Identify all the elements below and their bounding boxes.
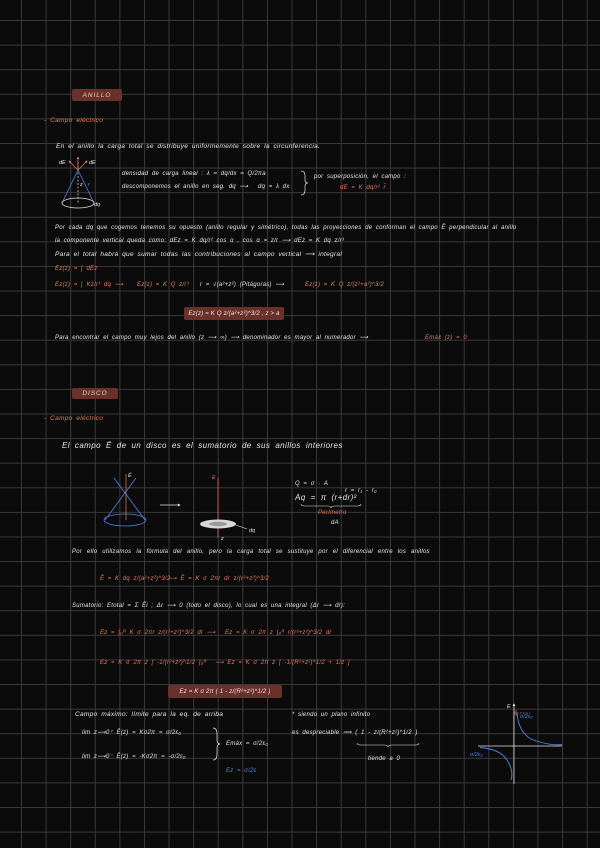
ring-label-dq: dq: [94, 202, 101, 208]
disk-shape-inner: [209, 522, 227, 526]
eq-integral-2: Ez = K σ 2π z ∫₀ᴿ r/(r²+z²)^3/2 dr: [225, 630, 332, 636]
eq-integral: Ez(z) = ∫ dEz: [55, 266, 98, 272]
disco-result: Ez = K σ 2π ( 1 - z/(R²+z²)^1/2 ): [179, 688, 271, 695]
eq-step-3: r = √(a²+z²) (Pitágoras) ⟶: [200, 282, 285, 288]
por-ello-line: Por ello utilizamos la fórmula del anillo, pero la carga total se sustituye por el diferencial entre los anillos: [72, 549, 430, 555]
disco-intro: El campo Ē de un disco es el sumatorio de sus anillos interiores: [62, 441, 343, 450]
graph-label-top: σ/2ε₀: [520, 714, 533, 720]
limit-negative: lim z⟶0⁻ Ē(z) = -Kσ2π = -σ/2ε₀: [82, 754, 186, 760]
ring-label-dE-right: dE: [89, 160, 96, 166]
disco-title-box: [72, 388, 118, 399]
dE-formula: dE = K dq/r² r̂: [340, 185, 386, 191]
area-formula: Aq = π (r+dr)²: [295, 493, 357, 502]
eq-step-1: Ez(z) = ∫ Kz/r³ dq ⟶: [55, 282, 124, 288]
eq-integral-1: Ez = ∫₀ᴿ K σ 2πr z/(r²+z²)^3/2 dr ⟶: [100, 630, 216, 636]
anillo-result: Ez(z) = K Q z/(a²+z²)^3/2 , z > a: [188, 310, 280, 317]
ring-diagram: [56, 156, 108, 214]
disco-subtitle: - Campo eléctrico: [44, 415, 104, 422]
plano-line: * siendo un plano infinito: [292, 712, 371, 718]
brace-limits: [212, 727, 220, 761]
brace-superposicion: [300, 170, 308, 196]
disk-cone-line-left: [114, 478, 145, 520]
maximo-line: Campo máximo: límite para la eq. de arriba: [75, 711, 224, 718]
disk-dq-pointer: [236, 525, 247, 529]
field-graph: [470, 700, 570, 788]
componente-line: la componente vertical queda como: dEz = K dq/r² cos α , cos α = z/r ⟶ dEz = K dq z/r³: [55, 238, 345, 244]
limit-positive: lim z⟶0⁺ Ē(z) = Kσ2π = σ/2ε₀: [82, 730, 182, 736]
dq-lambda-formula: dq = λ dx: [258, 184, 290, 190]
anillo-subtitle: - Campo eléctrico: [44, 117, 104, 124]
lejos-line: Para encontrar el campo muy lejos del anillo (z ⟶ ∞) ⟶ denominador es mayor al numerador ⟶: [55, 335, 369, 341]
eq-step-4: Ez(z) = K Q z/(z²+a²)^3/2: [305, 282, 385, 288]
descomponemos-line: descomponemos el anillo en seg. dq ⟶: [122, 184, 249, 190]
disk-side-label-dq: dq: [249, 528, 256, 534]
perimetro-label: Perímetro: [318, 510, 347, 516]
densidad-line: densidad de carga lineal : λ = dq/dx = Q/2πa: [122, 171, 266, 177]
ring-label-z: z: [80, 182, 83, 188]
disk-side-diagram: [195, 474, 267, 546]
carga-formula: Q = σ · A: [295, 481, 329, 487]
area-underbrace: [300, 503, 362, 509]
superposicion-line: por superposición, el campo :: [314, 174, 407, 180]
eq-anillo: Ē = K dq z/(a²+z²)^3/2: [100, 576, 171, 582]
emax-formula: Emáx = σ/2ε₀: [226, 741, 269, 747]
eq-solution-1: Ez = K σ 2π z [ -1/(r²+z²)^1/2 ]₀ᴿ: [100, 660, 207, 666]
dA-label: dA: [331, 520, 339, 526]
ez-formula: Ez = σ/2ε: [226, 768, 257, 774]
proyecciones-line: Por cada dq que cogemos tenemos su opuesto (anillo regular y simétrico), todas las proyecciones de conforman el campo Ē perpendicular al anillo: [55, 225, 517, 231]
tiende-line: tiende a 0: [368, 756, 401, 762]
disco-result-box: [168, 685, 282, 698]
disk-side-label-E: E: [212, 475, 216, 481]
dE-vector-right: [78, 161, 87, 170]
graph-label-axis: E: [507, 704, 511, 710]
sumatorio-line: Sumatorio: Etotal = Σ Ēi ; Δr ⟶ 0 (todo el disco), lo cual es una integral (Δr ⟶ dr):: [72, 603, 346, 609]
total-line: Para el total habrá que sumar todas las contribuciones al campo vertical ⟶ integral: [55, 251, 343, 258]
disk-cone-ring: [104, 514, 146, 526]
disk-cone-label-E: Ē: [128, 473, 132, 479]
eq-disco: ⟶ Ē = K σ 2πr dr z/(r²+z²)^3/2: [168, 576, 270, 582]
disk-cone-diagram: [100, 472, 182, 534]
ring-label-r: r: [88, 182, 90, 188]
disk-side-label-z: z: [221, 536, 224, 542]
ring-label-dE-left: dE: [59, 160, 66, 166]
anillo-title: ANILLO: [82, 91, 112, 99]
lejos-result: Emáx (z) = 0: [425, 335, 467, 341]
graph-curve-negative: [480, 748, 512, 781]
eq-solution-2: ⟶ Ez = K σ 2π z [ -1/(R²+z²)^1/2 + 1/z ]: [215, 660, 350, 666]
anillo-intro: En el anillo la carga total se distribuye uniformemente sobre la circunferencia.: [56, 143, 321, 150]
anillo-result-box: [184, 307, 284, 320]
eq-step-2: Ez(z) = K Q z/r³: [137, 282, 189, 288]
dE-vector-left: [69, 161, 78, 170]
radio-formula: r = r₁ - r₀: [345, 488, 377, 494]
anillo-title-box: [72, 89, 122, 101]
disk-cone-line-right: [105, 478, 136, 520]
despreciable-line: es despreciable ⟹ ( 1 - z/(R²+z²)^1/2 ): [292, 730, 418, 736]
disco-title: DISCO: [82, 390, 108, 397]
despreciable-underbrace: [356, 742, 420, 748]
graph-label-bottom: σ/2ε₀: [470, 752, 483, 758]
